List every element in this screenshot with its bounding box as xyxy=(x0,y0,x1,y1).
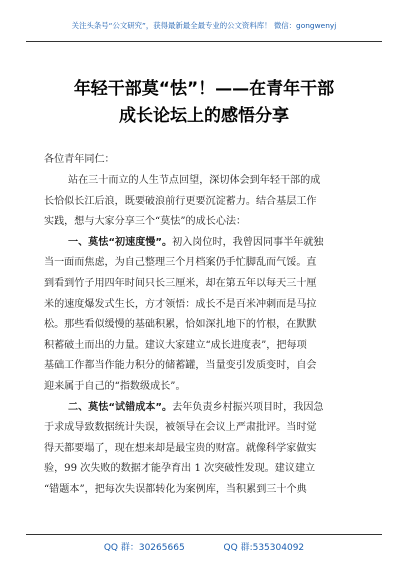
section2-heading: 二、莫怯“试错成本”。 xyxy=(68,401,173,413)
section1-line: 积蓄破土而出的力量。建议大家建立“成长进度表”，把每项 xyxy=(44,339,307,351)
footer xyxy=(0,540,408,553)
section1-line: 米的速度爆发式生长，方才领悟：成长不是百米冲刺而是马拉 xyxy=(44,298,317,310)
section1-line: 迎来属于自己的“指数级成长”。 xyxy=(44,380,186,392)
header-divider xyxy=(26,41,382,42)
intro-line-2: 长恰似长江后浪，既要破浪前行更要沉淀蓄力。结合基层工作 xyxy=(44,195,317,207)
footer-qq-group-1: QQ 群：30265665 xyxy=(103,543,185,553)
section2-line: “错题本”，把每次失误都转化为案例库，当积累到三十个典 xyxy=(44,483,307,495)
document-title xyxy=(30,76,378,130)
footer-qq-group-2: QQ 群:535304092 xyxy=(223,543,305,553)
section1-line: 到看到竹子用四年时间只长三厘米，却在第五年以每天三十厘 xyxy=(44,277,317,289)
section2-line: 于求成导致数据统计失误，被领导在会议上严肃批评。当时觉 xyxy=(44,422,317,434)
body-paragraphs xyxy=(44,171,364,501)
section1-line: 当一面而焦虑，为自己整理三个月档案仍手忙脚乱而气馁。直 xyxy=(44,257,317,269)
section1-line: 松。那些看似缓慢的基础积累，恰如深扎地下的竹根，在默默 xyxy=(44,319,317,331)
section2-line: 得天都要塌了，现在想来却是最宝贵的财富。就像科学家做实 xyxy=(44,442,317,454)
footer-divider xyxy=(26,534,382,535)
section2-line: 验，99 次失败的数据才能孕育出 1 次突破性发现。建议建立 xyxy=(44,463,316,475)
title-line-1: 年轻干部莫“怯”！——在青年干部 xyxy=(73,79,335,99)
section1-first-line xyxy=(68,233,364,254)
salutation xyxy=(44,150,364,171)
title-line-2: 成长论坛上的感悟分享 xyxy=(119,106,289,126)
section2-first-line-rest: 去年负责乡村振兴项目时，我因急 xyxy=(172,401,324,413)
section1-line: 基础工作都当作能力积分的储蓄罐，当量变引发质变时，自会 xyxy=(44,360,317,372)
section1-heading: 一、莫怯“初速度慢”。 xyxy=(68,236,173,248)
intro-line-3: 实践，想与大家分享三个“莫怯”的成长心法： xyxy=(44,216,247,228)
section2-first-line xyxy=(68,398,364,419)
header-banner: 关注头条号“公文研究”，获得最新最全最专业的公文资料库！ 微信：gongwenyj xyxy=(71,21,337,30)
salutation-text: 各位青年同仁： xyxy=(44,154,115,165)
section1-first-line-rest: 初入岗位时，我曾因同事半年就独 xyxy=(172,236,324,248)
intro-line-1: 站在三十而立的人生节点回望，深切体会到年轻干部的成 xyxy=(68,175,321,186)
